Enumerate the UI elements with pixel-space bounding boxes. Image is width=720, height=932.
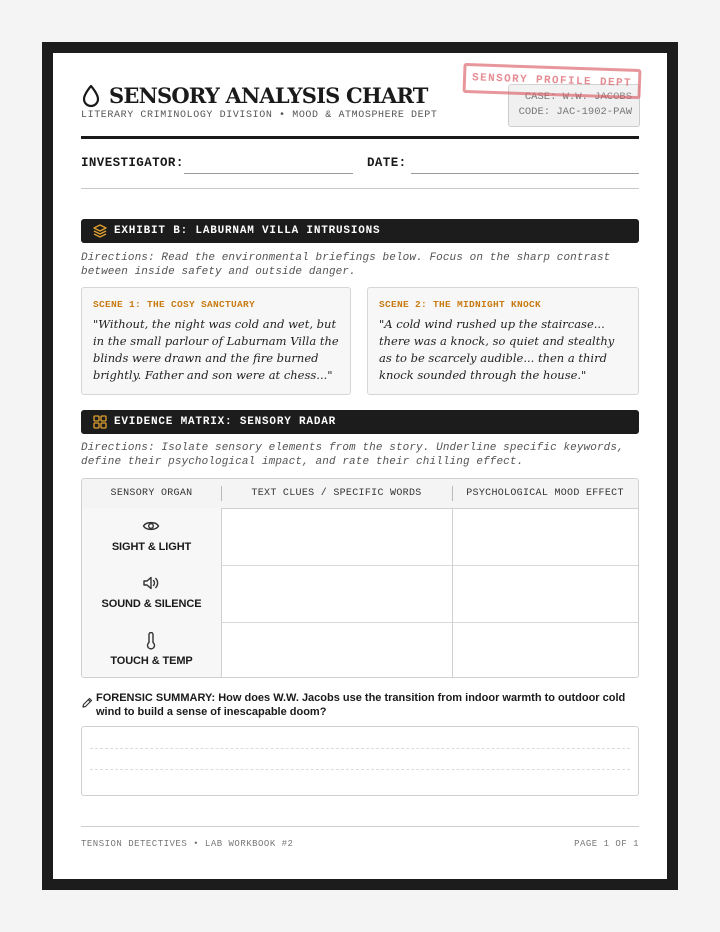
investigator-label: INVESTIGATOR: [81,156,184,170]
header-divider [81,136,639,139]
mood-effect-cell[interactable] [453,565,639,622]
scene-card-2 [367,287,639,395]
summary-answer-box[interactable] [81,726,639,796]
scene-heading: SCENE 1: THE COSY SANCTUARY [93,299,256,310]
summary-prompt: FORENSIC SUMMARY: How does W.W. Jacobs use the transition from indoor warmth to outdoor cold wind to build a sense of inescapable doom? [96,692,626,718]
mood-effect-cell[interactable] [453,622,639,677]
worksheet-page [53,53,667,879]
text-clues-cell[interactable] [222,508,452,565]
header-title-row [81,83,428,108]
table-row [82,622,638,677]
table-row [82,565,638,623]
page-subtitle: LITERARY CRIMINOLOGY DIVISION • MOOD & ATMOSPHERE DEPT [81,110,438,121]
scene-card-1 [81,287,351,395]
scene-quote: "A cold wind rushed up the staircase... there was a knock, so quiet and stealthy as to be scarcely audible... then a third knock sounded through the house." [379,317,615,382]
grid-icon [92,414,108,430]
row-label: SOUND & SILENCE [101,598,202,610]
case-line: CASE: W.W. JACOBS [524,91,632,103]
code-line: CODE: JAC-1902-PAW [518,106,632,118]
dept-stamp: SENSORY PROFILE DEPT [463,63,642,99]
page-title: SENSORY ANALYSIS CHART [109,83,428,108]
text-clues-cell[interactable] [222,565,452,622]
drop-icon [81,84,101,108]
column-header: TEXT CLUES / SPECIFIC WORDS [251,488,422,499]
text-clues-cell[interactable] [222,622,452,677]
row-header [82,622,222,677]
matrix-directions: Directions: Isolate sensory elements from the story. Underline specific keywords, define their psychological impact, and rate their chilling effect. [81,442,624,468]
speaker-icon [142,575,160,591]
investigator-field[interactable] [184,173,353,174]
scene-quote: "Without, the night was cold and wet, but in the small parlour of Laburnam Villa the blinds were drawn and the fire burned brightly. Father and son were at chess..." [93,317,339,382]
exhibit-bar [81,219,639,243]
eye-icon [142,518,160,534]
page-number: PAGE 1 OF 1 [574,839,639,849]
layers-icon [92,223,108,239]
date-field[interactable] [411,173,639,174]
matrix-bar [81,410,639,434]
matrix-label: EVIDENCE MATRIX: SENSORY RADAR [114,416,337,428]
pencil-icon [81,697,93,709]
date-label: DATE: [367,156,407,170]
fields-divider [81,188,639,189]
footer-left: TENSION DETECTIVES • LAB WORKBOOK #2 [81,839,294,849]
sensory-table [81,478,639,678]
table-row [82,508,638,566]
row-header [82,508,222,565]
exhibit-label: EXHIBIT B: LABURNAM VILLA INTRUSIONS [114,225,381,237]
scene-heading: SCENE 2: THE MIDNIGHT KNOCK [379,299,542,310]
row-label: SIGHT & LIGHT [111,541,192,553]
footer-divider [81,826,639,827]
thermometer-icon [142,632,160,650]
exhibit-directions: Directions: Read the environmental briefings below. Focus on the sharp contrast between inside safety and outside danger. [81,252,611,278]
table-header [82,479,638,509]
column-header: SENSORY ORGAN [110,488,193,499]
column-header: PSYCHOLOGICAL MOOD EFFECT [466,488,624,499]
row-label: TOUCH & TEMP [110,655,193,667]
row-header [82,565,222,622]
mood-effect-cell[interactable] [453,508,639,565]
